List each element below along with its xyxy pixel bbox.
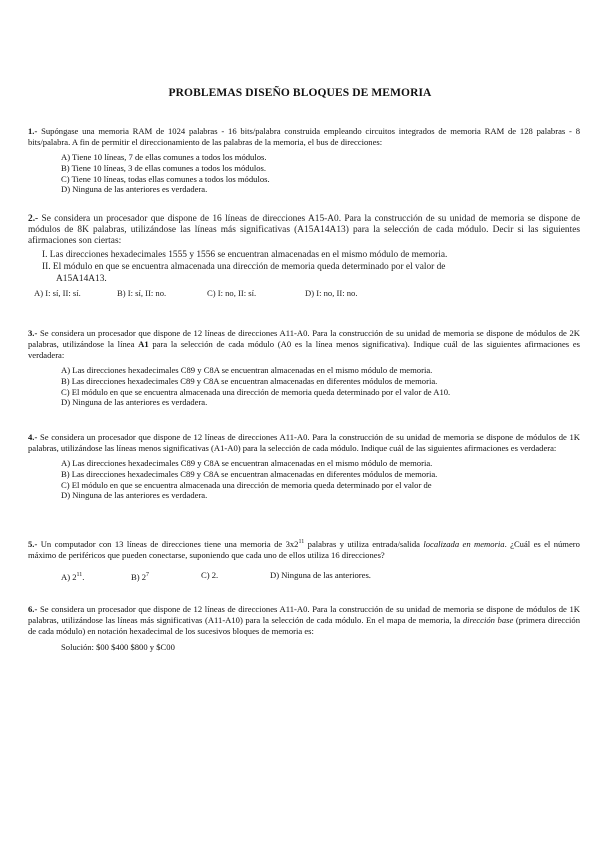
- option: D) Ninguna de las anteriores es verdadera.: [61, 397, 208, 408]
- option: C) Tiene 10 líneas, todas ellas comunes a todos los módulos.: [61, 173, 270, 184]
- question-5-text: 5.- Un computador con 13 líneas de direcciones tiene una memoria de $3x2^{11}$ palabras y utiliza entrada/salida localizada en memoria. ¿Cuál es el número máximo de periféricos que pueden conectarse, suponiendo que cada uno de ellos utiliza 16 direcciones?: [28, 538, 580, 560]
- page-title: PROBLEMAS DISEÑO BLOQUES DE MEMORIA: [168, 87, 432, 99]
- option: C) El módulo en que se encuentra almacenada una dirección de memoria queda determinado por el valor de: [61, 479, 432, 490]
- question-1-text: 1.- Supóngase una memoria RAM de 1024 palabras - 16 bits/palabra construida empleando circuitos integrados de memoria RAM de 128 palabras - 8 bits/palabra. A fin de permitir el direccionamiento de las palabras de la memoria, el bus de direcciones:: [28, 126, 580, 147]
- question-6-text: 6.- Se considera un procesador que dispone de 12 líneas de direcciones A11-A0. Para la construcción de su unidad de memoria se dispone de módulos de 1K palabras, utilizándose las líneas más significativas (A11-A10) para la selección de cada módulo. En el mapa de memoria, la dirección base (primera dirección de cada módulo) en notación hexadecimal de los sucesivos bloques de memoria es:: [28, 604, 580, 636]
- option: B) $2^7$: [131, 571, 150, 582]
- option: B) I: sí, II: no.: [117, 288, 167, 299]
- question-2-statements: [42, 250, 580, 286]
- option: A) Las direcciones hexadecimales C89 y C8A se encuentran almacenadas en el mismo módulo de memoria.: [61, 458, 433, 468]
- option: A) Las direcciones hexadecimales C89 y C8A se encuentran almacenadas en el mismo módulo de memoria.: [61, 365, 433, 375]
- question-4: [28, 432, 580, 501]
- option: A) I: sí, II: sí.: [34, 288, 81, 299]
- question-number: 1.-: [28, 126, 38, 136]
- option: B) Las direcciones hexadecimales C89 y C8A se encuentran almacenadas en diferentes módulos de memoria.: [61, 468, 438, 479]
- question-6: [28, 604, 580, 653]
- option: C) El módulo en que se encuentra almacenada una dirección de memoria queda determinado por el valor de A10.: [61, 386, 451, 397]
- question-5: [28, 537, 580, 583]
- question-4-options: [61, 458, 580, 501]
- option: A) Tiene 10 líneas, 7 de ellas comunes a todos los módulos.: [61, 152, 267, 162]
- question-number: 6.-: [28, 604, 38, 614]
- question-number: 2.-: [28, 214, 39, 224]
- question-3-text: 3.- Se considera un procesador que dispone de 12 líneas de direcciones A11-A0. Para la construcción de su unidad de memoria se dispone de módulos de 2K palabras, utilizándose la línea A1 para la selección de cada módulo (A0 es la línea menos significativa). Indique cuál de las siguientes afirmaciones es verdadera:: [28, 328, 580, 360]
- question-3-options: [61, 365, 580, 408]
- option: D) I: no, II: no.: [305, 288, 358, 299]
- statement-2: II. El módulo en que se encuentra almacenada una dirección de memoria queda determinado por el valor de: [42, 261, 446, 272]
- question-2: [28, 214, 580, 299]
- option: C) I: no, II: sí.: [207, 288, 257, 299]
- question-1-options: [61, 152, 580, 195]
- question-4-text: 4.- Se considera un procesador que dispone de 12 líneas de direcciones A11-A0. Para la construcción de su unidad de memoria se dispone de módulos de 1K palabras, utilizándose las líneas menos significativas (A1-A0) para la selección de cada módulo. Indique cuál de las siguientes afirmaciones es verdadera:: [28, 432, 580, 453]
- question-number: 5.-: [28, 538, 38, 549]
- option: D) Ninguna de las anteriores es verdadera.: [61, 490, 208, 501]
- option: B) Las direcciones hexadecimales C89 y C8A se encuentran almacenadas en diferentes módulos de memoria.: [61, 375, 438, 386]
- question-5-options: [61, 570, 580, 583]
- question-2-options: [34, 288, 580, 299]
- statement-1: I. Las direcciones hexadecimales 1555 y 1556 se encuentran almacenadas en el mismo módulo de memoria.: [42, 249, 448, 260]
- option: D) Ninguna de las anteriores es verdadera.: [61, 184, 208, 195]
- question-1: [28, 126, 580, 195]
- option: A) $2^{11}$.: [61, 571, 85, 582]
- question-number: 3.-: [28, 328, 38, 338]
- question-2-text: 2.- Se considera un procesador que dispone de 16 líneas de direcciones A15-A0. Para la construcción de su unidad de memoria se dispone de módulos de 8K palabras, utilizándose las líneas más significativas (A15A14A13) para la selección de cada módulo. Decir si las siguientes afirmaciones son ciertas:: [28, 214, 580, 247]
- option: B) Tiene 10 líneas, 3 de ellas comunes a todos los módulos.: [61, 162, 267, 173]
- question-6-solution: Solución: $00 $400 $800 y $C00: [61, 642, 175, 652]
- statement-2-continuation: A15A14A13.: [56, 274, 107, 285]
- question-3: [28, 328, 580, 408]
- question-number: 4.-: [28, 432, 38, 442]
- option: D) Ninguna de las anteriores.: [270, 569, 371, 580]
- option: C) 2.: [201, 569, 219, 580]
